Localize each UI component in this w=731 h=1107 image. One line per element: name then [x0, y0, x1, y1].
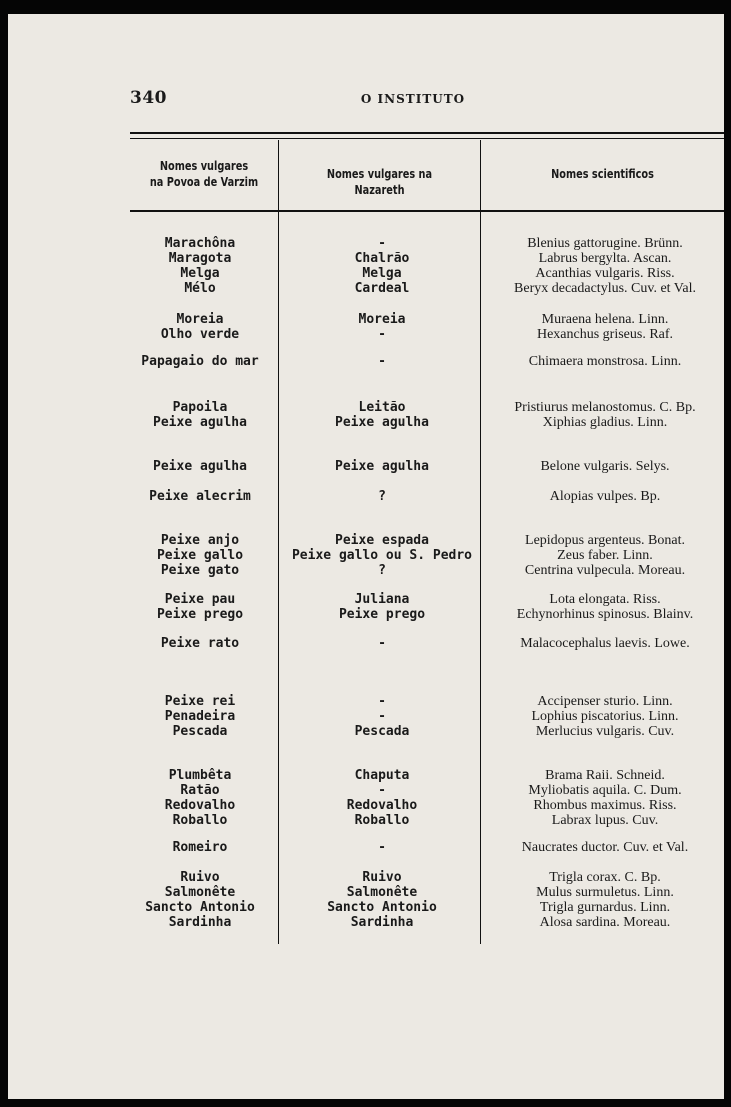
nazareth-name: Chalrão	[354, 251, 410, 266]
scientific-name: Belone vulgaris. Selys.	[540, 459, 670, 474]
scientific-name: Beryx decadactylus. Cuv. et Val.	[514, 281, 696, 296]
scientific-name: Myliobatis aquila. C. Dum.	[528, 783, 682, 798]
scientific-name: Malacocephalus laevis. Lowe.	[520, 636, 690, 651]
scientific-cell	[486, 236, 724, 296]
nazareth-name: -	[378, 236, 386, 251]
nazareth-cell	[284, 592, 480, 622]
scientific-name: Rhombus maximus. Riss.	[533, 798, 677, 813]
scientific-name: Merlucius vulgaris. Cuv.	[535, 724, 675, 739]
nazareth-name: Sancto Antonio	[327, 900, 437, 915]
nazareth-cell	[284, 459, 480, 474]
column-divider-right	[480, 140, 481, 944]
scientific-cell	[486, 636, 724, 651]
povoa-name: Ruivo	[180, 870, 220, 885]
povoa-name: Peixe prego	[156, 607, 244, 622]
povoa-name: Marachôna	[164, 236, 236, 251]
scientific-cell	[486, 768, 724, 828]
scientific-name: Blenius gattorugine. Brünn.	[527, 236, 683, 251]
scientific-name: Lota elongata. Riss.	[549, 592, 661, 607]
nazareth-cell	[284, 354, 480, 369]
scientific-cell	[486, 533, 724, 578]
column-header-povoa-line: na Povoa de Varzim	[149, 174, 259, 189]
nazareth-cell	[284, 236, 480, 296]
povoa-name: Sancto Antonio	[145, 900, 255, 915]
nazareth-name: Redovalho	[346, 798, 418, 813]
nazareth-name: ?	[378, 563, 386, 578]
nazareth-cell	[284, 870, 480, 930]
povoa-name: Peixe alecrim	[149, 489, 251, 504]
scientific-cell	[486, 400, 724, 430]
scientific-name: Alosa sardina. Moreau.	[539, 915, 671, 930]
povoa-name: Melga	[180, 266, 220, 281]
header-bottom-rule	[130, 210, 724, 212]
nazareth-name: Leitão	[358, 400, 406, 415]
column-header-povoa	[146, 158, 261, 190]
nazareth-cell	[284, 694, 480, 739]
nazareth-name: Chaputa	[354, 768, 410, 783]
page-header	[8, 88, 724, 112]
scientific-name: Acanthias vulgaris. Riss.	[535, 266, 675, 281]
povoa-name: Peixe rei	[164, 694, 236, 709]
nazareth-cell	[284, 400, 480, 430]
povoa-cell	[120, 489, 280, 504]
nazareth-name: -	[378, 783, 386, 798]
povoa-name: Peixe pau	[164, 592, 236, 607]
nazareth-name: -	[378, 709, 386, 724]
nazareth-cell	[284, 533, 480, 578]
povoa-name: Redovalho	[164, 798, 236, 813]
povoa-name: Roballo	[172, 813, 228, 828]
povoa-name: Peixe agulha	[153, 415, 247, 430]
scientific-name: Mulus surmuletus. Linn.	[536, 885, 674, 900]
scientific-name: Lepidopus argenteus. Bonat.	[525, 533, 685, 548]
nazareth-name: Cardeal	[354, 281, 410, 296]
nazareth-name: Juliana	[354, 592, 410, 607]
povoa-cell	[120, 400, 280, 430]
page-number: 340	[130, 88, 167, 108]
scientific-cell	[486, 840, 724, 855]
nazareth-name: Sardinha	[350, 915, 414, 930]
running-title: O INSTITUTO	[360, 92, 466, 106]
scientific-name: Labrus bergylta. Ascan.	[538, 251, 672, 266]
scientific-name: Trigla gurnardus. Linn.	[539, 900, 671, 915]
scientific-name: Muraena helena. Linn.	[541, 312, 669, 327]
book-page	[8, 14, 724, 1099]
nazareth-cell	[284, 840, 480, 855]
scientific-name: Alopias vulpes. Bp.	[549, 489, 661, 504]
nazareth-name: Peixe prego	[338, 607, 426, 622]
nazareth-cell	[284, 312, 480, 342]
scientific-name: Trigla corax. C. Bp.	[549, 870, 661, 885]
nazareth-name: -	[378, 636, 386, 651]
scientific-name: Accipenser sturio. Linn.	[537, 694, 673, 709]
povoa-name: Salmonête	[164, 885, 236, 900]
scientific-name: Lophius piscatorius. Linn.	[531, 709, 679, 724]
povoa-name: Olho verde	[160, 327, 240, 342]
povoa-name: Ratão	[180, 783, 220, 798]
povoa-name: Peixe gallo	[156, 548, 244, 563]
povoa-cell	[120, 840, 280, 855]
povoa-cell	[120, 694, 280, 739]
nazareth-name: Melga	[362, 266, 402, 281]
column-header-scientific: Nomes scientificos	[551, 166, 654, 181]
povoa-name: Papagaio do mar	[141, 354, 259, 369]
povoa-name: Romeiro	[172, 840, 228, 855]
nazareth-cell	[284, 768, 480, 828]
povoa-cell	[120, 312, 280, 342]
nazareth-name: Ruivo	[362, 870, 402, 885]
nazareth-name: Salmonête	[346, 885, 418, 900]
povoa-cell	[120, 459, 280, 474]
scientific-name: Zeus faber. Linn.	[557, 548, 653, 563]
table-top-rule	[130, 132, 724, 134]
povoa-name: Peixe agulha	[153, 459, 247, 474]
scientific-name: Hexanchus griseus. Raf.	[536, 327, 674, 342]
scientific-cell	[486, 694, 724, 739]
nazareth-name: Peixe agulha	[335, 415, 429, 430]
povoa-cell	[120, 354, 280, 369]
povoa-name: Papoila	[172, 400, 228, 415]
povoa-name: Peixe rato	[160, 636, 240, 651]
nazareth-name: -	[378, 354, 386, 369]
povoa-cell	[120, 768, 280, 828]
povoa-name: Maragota	[168, 251, 232, 266]
scientific-cell	[486, 459, 724, 474]
povoa-name: Plumbêta	[168, 768, 232, 783]
nazareth-name: -	[378, 694, 386, 709]
column-header-povoa-line: Nomes vulgares	[159, 158, 249, 173]
nazareth-name: Peixe agulha	[335, 459, 429, 474]
scientific-cell	[486, 489, 724, 504]
table-top-rule-thin	[130, 138, 724, 139]
nazareth-name: ?	[378, 489, 386, 504]
povoa-name: Mélo	[184, 281, 216, 296]
povoa-name: Peixe gato	[160, 563, 240, 578]
nazareth-name: Roballo	[354, 813, 410, 828]
nazareth-name: Moreia	[358, 312, 406, 327]
scientific-name: Labrax lupus. Cuv.	[551, 813, 659, 828]
scientific-cell	[486, 354, 724, 369]
povoa-name: Moreia	[176, 312, 224, 327]
scientific-name: Chimaera monstrosa. Linn.	[528, 354, 682, 369]
nazareth-name: -	[378, 327, 386, 342]
povoa-cell	[120, 870, 280, 930]
scientific-name: Brama Raii. Schneid.	[545, 768, 665, 783]
column-header-nazareth: Nomes vulgares na Nazareth	[326, 166, 433, 197]
povoa-name: Peixe anjo	[160, 533, 240, 548]
scientific-name: Centrina vulpecula. Moreau.	[524, 563, 686, 578]
scientific-name: Xiphias gladius. Linn.	[542, 415, 668, 430]
povoa-cell	[120, 533, 280, 578]
nazareth-cell	[284, 636, 480, 651]
nazareth-name: Pescada	[354, 724, 410, 739]
scientific-name: Echynorhinus spinosus. Blainv.	[516, 607, 694, 622]
nazareth-cell	[284, 489, 480, 504]
povoa-name: Pescada	[172, 724, 228, 739]
nazareth-name: Peixe espada	[335, 533, 429, 548]
nazareth-name: -	[378, 840, 386, 855]
povoa-name: Penadeira	[164, 709, 236, 724]
povoa-name: Sardinha	[168, 915, 232, 930]
nazareth-name: Peixe gallo ou S. Pedro	[291, 548, 472, 563]
scientific-name: Pristiurus melanostomus. C. Bp.	[514, 400, 696, 415]
povoa-cell	[120, 636, 280, 651]
scientific-name: Naucrates ductor. Cuv. et Val.	[521, 840, 689, 855]
scientific-cell	[486, 312, 724, 342]
povoa-cell	[120, 592, 280, 622]
scientific-cell	[486, 870, 724, 930]
povoa-cell	[120, 236, 280, 296]
scientific-cell	[486, 592, 724, 622]
